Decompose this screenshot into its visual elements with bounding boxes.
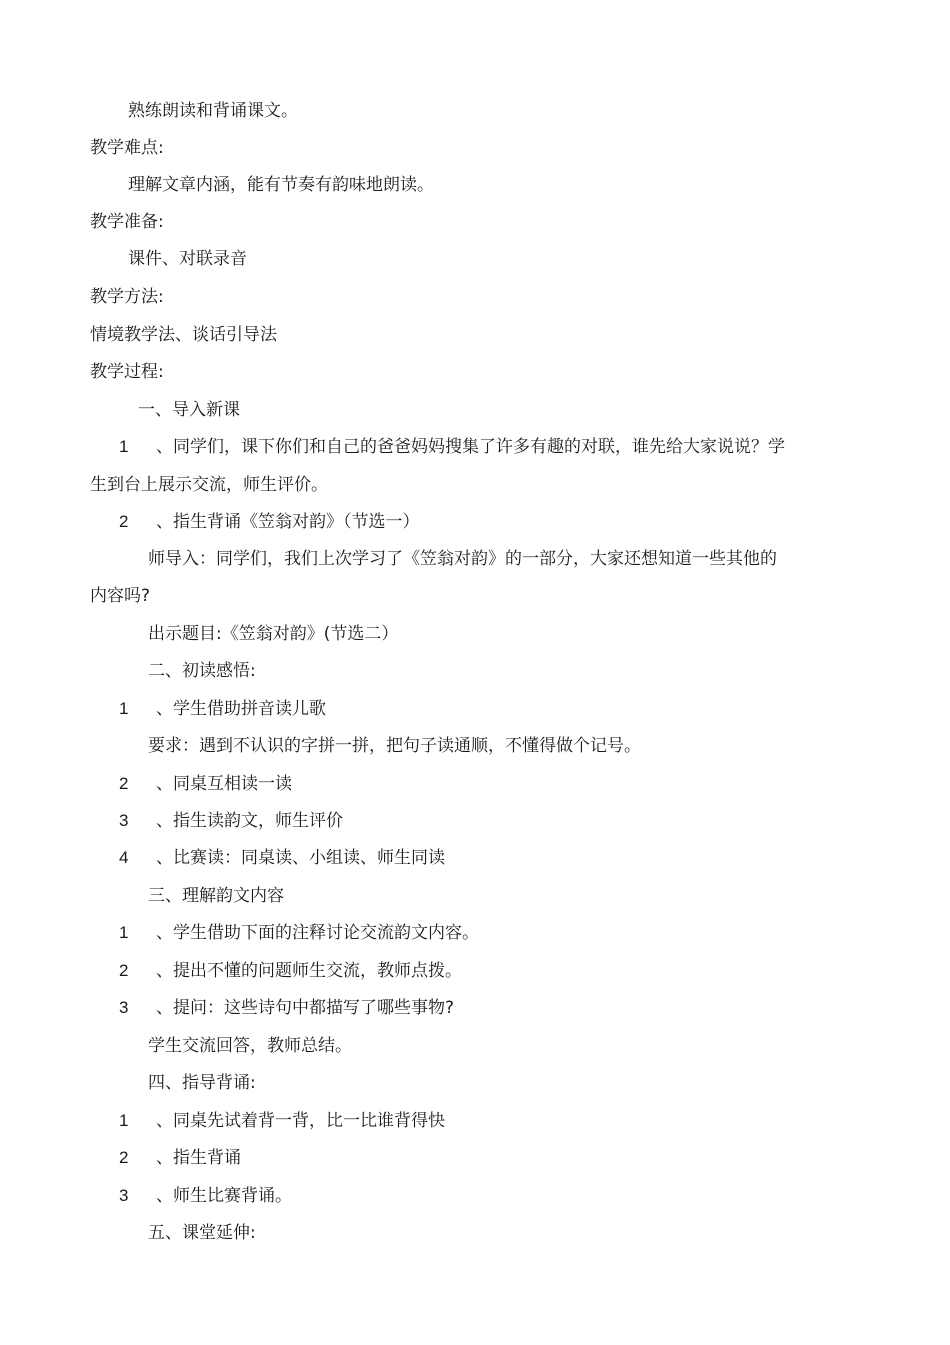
- text-line: 课件、对联录音: [128, 249, 247, 269]
- text-line: 、指生读韵文，师生评价: [156, 811, 343, 831]
- item-number: 2: [119, 1148, 129, 1167]
- section-heading: 教学难点:: [90, 138, 164, 158]
- text-line: 学生交流回答，教师总结。: [148, 1036, 352, 1056]
- text-line: 熟练朗读和背诵课文。: [128, 101, 298, 121]
- item-number: 2: [119, 961, 129, 980]
- text-line: 生到台上展示交流，师生评价。: [90, 475, 328, 495]
- item-number: 1: [119, 923, 129, 942]
- step-heading: 一、导入新课: [138, 400, 240, 420]
- text-line: 、学生借助拼音读儿歌: [156, 699, 326, 719]
- text-line: 出示题目:《笠翁对韵》(节选二）: [148, 624, 399, 644]
- item-number: 4: [119, 848, 129, 867]
- item-number: 1: [119, 437, 129, 456]
- text-line: 情境教学法、谈话引导法: [90, 325, 277, 345]
- item-number: 3: [119, 1186, 129, 1205]
- item-number: 2: [119, 512, 129, 531]
- section-heading: 教学方法:: [90, 287, 164, 307]
- text-line: 、同桌互相读一读: [156, 774, 292, 794]
- item-number: 3: [119, 811, 129, 830]
- step-heading: 四、指导背诵:: [148, 1073, 256, 1093]
- text-line: 、同桌先试着背一背，比一比谁背得快: [156, 1111, 445, 1131]
- section-heading: 教学过程:: [90, 362, 164, 382]
- text-line: 、比赛读：同桌读、小组读、师生同读: [156, 848, 445, 868]
- text-line: 、师生比赛背诵。: [156, 1186, 292, 1206]
- text-line: 、指生背诵: [156, 1148, 241, 1168]
- item-number: 1: [119, 699, 129, 718]
- item-number: 1: [119, 1111, 129, 1130]
- item-number: 3: [119, 998, 129, 1017]
- text-line: 、同学们，课下你们和自己的爸爸妈妈搜集了许多有趣的对联，谁先给大家说说？学: [156, 437, 785, 457]
- text-line: 、提问：这些诗句中都描写了哪些事物?: [156, 998, 455, 1018]
- step-heading: 五、课堂延伸:: [148, 1223, 256, 1243]
- step-heading: 二、初读感悟:: [148, 661, 256, 681]
- text-line: 内容吗?: [90, 586, 151, 606]
- item-number: 2: [119, 774, 129, 793]
- text-line: 、指生背诵《笠翁对韵》（节选一）: [156, 512, 420, 532]
- text-line: 、提出不懂的问题师生交流，教师点拨。: [156, 961, 462, 981]
- text-line: 、学生借助下面的注释讨论交流韵文内容。: [156, 923, 479, 943]
- text-line: 要求：遇到不认识的字拼一拼，把句子读通顺，不懂得做个记号。: [148, 736, 641, 756]
- text-line: 理解文章内涵，能有节奏有韵味地朗读。: [128, 175, 434, 195]
- section-heading: 教学准备:: [90, 212, 164, 232]
- step-heading: 三、理解韵文内容: [148, 886, 284, 906]
- text-line: 师导入：同学们，我们上次学习了《笠翁对韵》的一部分，大家还想知道一些其他的: [148, 549, 777, 569]
